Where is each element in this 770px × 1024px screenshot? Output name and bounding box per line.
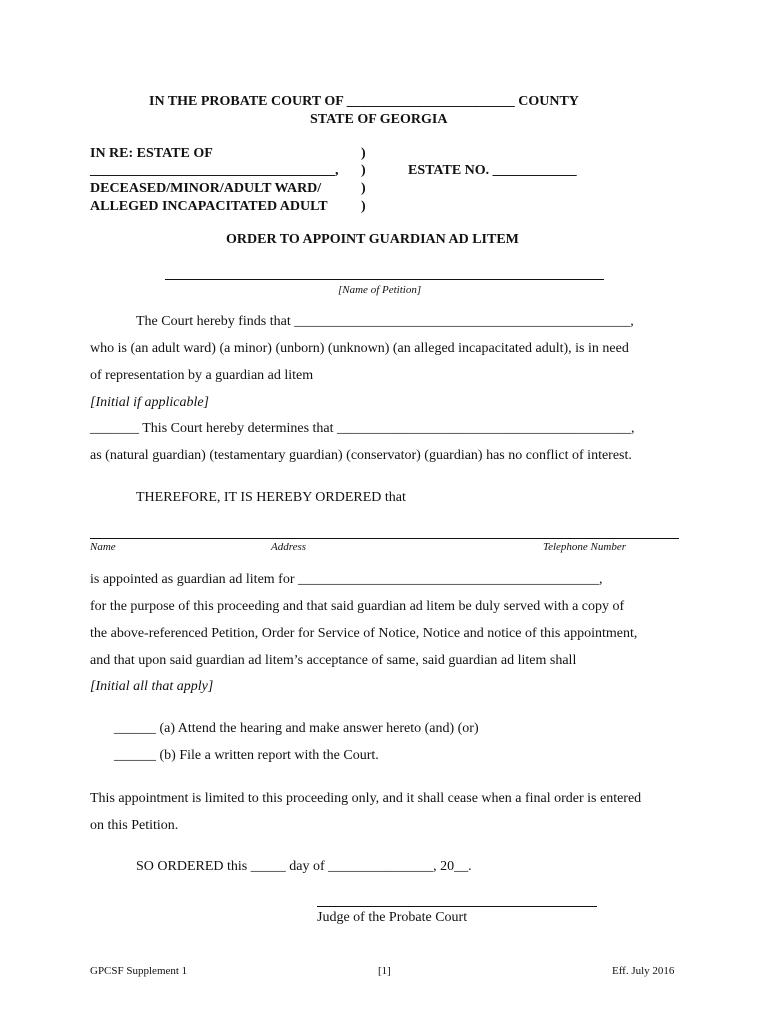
- so-ordered-line: SO ORDERED this _____ day of _______________, 20__.: [136, 859, 472, 874]
- caption-paren-1: ): [361, 146, 366, 161]
- decedent-name-blank: ___________________________________,: [90, 163, 339, 178]
- appointee-name-label: Name: [90, 541, 116, 553]
- petition-name-line: [165, 279, 604, 280]
- petition-name-caption: [Name of Petition]: [338, 284, 422, 296]
- court-header-line: IN THE PROBATE COURT OF ________________________ COUNTY: [149, 94, 579, 109]
- in-re-estate-label: IN RE: ESTATE OF: [90, 146, 213, 161]
- option-b-written-report: ______ (b) File a written report with the Court.: [114, 748, 379, 763]
- findings-line-3: of representation by a guardian ad litem: [90, 368, 314, 383]
- state-header-line: STATE OF GEORGIA: [310, 112, 448, 127]
- limitation-line-2: on this Petition.: [90, 818, 179, 833]
- limitation-line-1: This appointment is limited to this proceeding only, and it shall cease when a final order is entered: [90, 791, 642, 806]
- appointee-phone-label: Telephone Number: [543, 541, 627, 553]
- appointment-line-1: is appointed as guardian ad litem for ___________________________________________,: [90, 572, 603, 587]
- findings-line-1: The Court hereby finds that ________________________________________________,: [136, 314, 634, 329]
- judge-signature-label: Judge of the Probate Court: [317, 910, 468, 925]
- estate-number-field: ESTATE NO. ____________: [408, 163, 577, 178]
- judge-signature-line: [317, 906, 597, 907]
- order-title: ORDER TO APPOINT GUARDIAN AD LITEM: [226, 232, 519, 247]
- appointment-line-3: the above-referenced Petition, Order for Service of Notice, Notice and notice of this appointment,: [90, 626, 638, 641]
- caption-paren-4: ): [361, 199, 366, 214]
- findings-line-5: as (natural guardian) (testamentary guardian) (conservator) (guardian) has no conflict of interest.: [90, 448, 632, 463]
- caption-paren-2: ): [361, 163, 366, 178]
- caption-paren-3: ): [361, 181, 366, 196]
- party-type-label: DECEASED/MINOR/ADULT WARD/: [90, 181, 322, 196]
- appointee-info-line: [90, 538, 679, 539]
- appointment-line-4: and that upon said guardian ad litem’s acceptance of same, said guardian ad litem shall: [90, 653, 577, 668]
- findings-line-2: who is (an adult ward) (a minor) (unborn) (unknown) (an alleged incapacitated adult), is in need: [90, 341, 629, 356]
- footer-page-number: [1]: [378, 965, 391, 977]
- initial-all-that-apply-note: [Initial all that apply]: [90, 679, 214, 694]
- footer-form-id: GPCSF Supplement 1: [90, 965, 188, 977]
- appointment-line-2: for the purpose of this proceeding and that said guardian ad litem be duly served with a copy of: [90, 599, 625, 614]
- appointee-address-label: Address: [271, 541, 307, 553]
- therefore-ordered-line: THEREFORE, IT IS HEREBY ORDERED that: [136, 490, 406, 505]
- footer-effective-date: Eff. July 2016: [612, 965, 675, 977]
- findings-line-4: _______ This Court hereby determines that __________________________________________,: [90, 421, 635, 436]
- alleged-incapacitated-label: ALLEGED INCAPACITATED ADULT: [90, 199, 328, 214]
- initial-if-applicable-note: [Initial if applicable]: [90, 395, 209, 410]
- option-a-attend-hearing: ______ (a) Attend the hearing and make answer hereto (and) (or): [114, 721, 479, 736]
